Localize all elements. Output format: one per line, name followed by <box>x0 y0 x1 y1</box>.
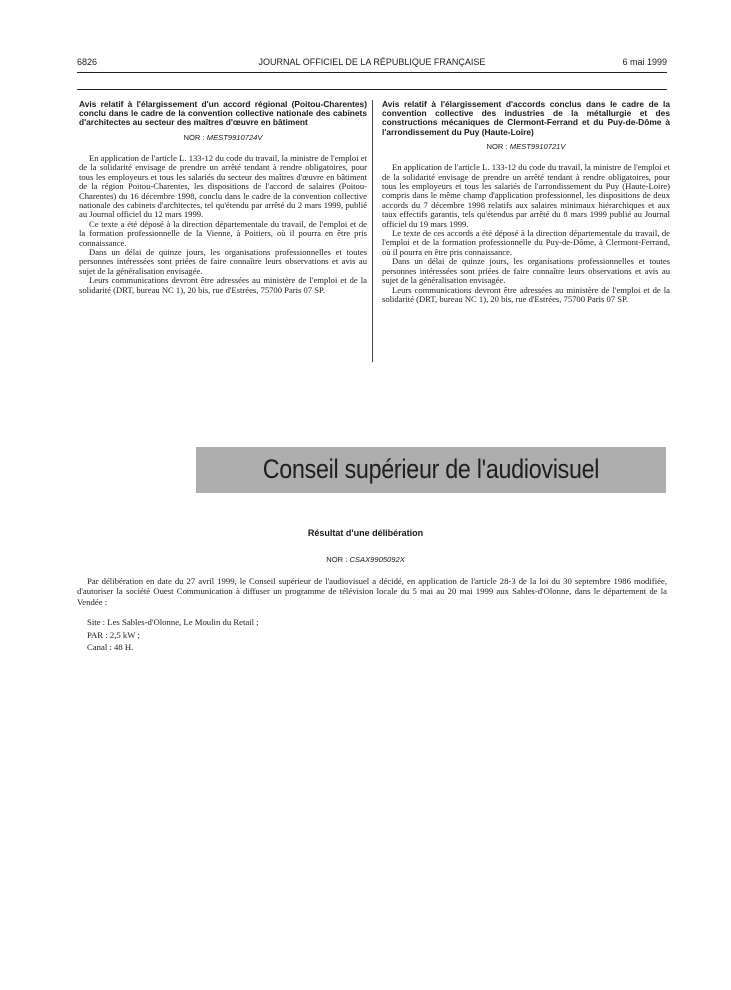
section-banner <box>196 447 666 493</box>
nor-reference <box>79 133 367 142</box>
article-paragraph: En application de l'article L. 133-12 du code du travail, la ministre de l'emploi et de la solidarité envisage de prendre un arrêté tendant à rendre obligatoires, pour tous les employeurs et tous les salariés du secteur des maîtres d'œuvre en bâtiment de la région Poitou-Charentes, les dispositions de l'accord de salaires (Poitou-Charentes) du 16 décembre 1998, conclu dans le cadre de la convention collective nationale des cabinets d'architectes, tel qu'étendu par arrêté du 2 mars 1999, publié au Journal officiel du 12 mars 1999. <box>79 153 367 220</box>
detail-channel: Canal : 48 H. <box>87 642 134 653</box>
nor-label: NOR : <box>486 141 508 151</box>
article-paragraph: En application de l'article L. 133-12 du code du travail, la ministre de l'emploi et de la solidarité envisage de prendre un arrêté tendant à rendre obligatoires, pour tous les employeurs et tous les salariés de l'arrondissement du Puy (Haute-Loire) compris dans le même champ d'application professionnel, les dispositions de deux accords du 7 décembre 1998 relatifs aux salaires minimaux hiérarchiques et aux taux effectifs garantis, tels qu'étendus par arrêté du 8 mars 1999 publié au Journal officiel du 19 mars 1999. <box>382 162 670 229</box>
article-left <box>79 100 367 295</box>
detail-site: Site : Les Sables-d'Olonne, Le Moulin du Retail ; <box>87 617 259 627</box>
deliberation-details <box>87 616 487 654</box>
section-banner-title: Conseil supérieur de l'audiovisuel <box>262 454 600 484</box>
deliberation-paragraph: Par délibération en date du 27 avril 1999, le Conseil supérieur de l'audiovisuel a décidé, en application de l'article 28-3 de la loi du 30 septembre 1986 modifiée, d'autoriser la société Ouest Communication à diffuser un programme de télévision locale du 5 mai au 20 mai 1999 aux Sables-d'Olonne, dans le département de la Vendée : <box>77 576 667 607</box>
journal-title: JOURNAL OFFICIEL DE LA RÉPUBLIQUE FRANÇAISE <box>258 57 486 67</box>
article-paragraph: Leurs communications devront être adressées au ministère de l'emploi et de la solidarité (DRT, bureau NC 1), 20 bis, rue d'Estrées, 75700 Paris 07 SP. <box>382 284 670 304</box>
article-paragraph: Le texte de ces accords a été déposé à la direction départementale du travail, de l'emploi et de la formation professionnelle du Puy-de-Dôme, à Clermont-Ferrand, où il pourra en être pris connaissance. <box>382 228 670 257</box>
article-paragraph: Leurs communications devront être adressées au ministère de l'emploi et de la solidarité (DRT, bureau NC 1), 20 bis, rue d'Estrées, 75700 Paris 07 SP. <box>79 275 367 295</box>
running-head <box>77 57 667 71</box>
header-rule-lower <box>77 89 667 90</box>
nor-code: MEST9910724V <box>206 132 263 142</box>
article-paragraph: Ce texte a été déposé à la direction départementale du travail, de l'emploi et de la formation professionnelle de la Vienne, à Poitiers, où il pourra en être pris connaissance. <box>79 218 367 248</box>
header-rule <box>77 72 667 73</box>
nor-reference <box>382 142 670 151</box>
article-title: Avis relatif à l'élargissement d'un accord régional (Poitou-Charentes) conclu dans le cadre de la convention collective nationale des cabinets d'architectes au secteur des maîtres d'œuvre en bâtiment <box>79 99 367 128</box>
nor-reference <box>0 555 731 564</box>
page-number: 6826 <box>77 57 98 67</box>
deliberation-body <box>77 576 667 607</box>
column-divider <box>372 100 373 362</box>
nor-code: MEST9910721V <box>509 141 566 151</box>
nor-code: CSAX9905092X <box>349 555 405 564</box>
detail-par: PAR : 2,5 kW ; <box>87 629 140 640</box>
article-paragraph: Dans un délai de quinze jours, les organisations professionnelles et toutes personnes intéressées sont priées de faire connaître leurs observations et avis au sujet de la généralisation envisagée. <box>382 256 670 286</box>
nor-label: NOR : <box>183 132 205 142</box>
article-title: Avis relatif à l'élargissement d'accords conclus dans le cadre de la convention collective des industries de la métallurgie et des constructions mécaniques de Clermont-Ferrand et du Puy-de-Dôme à l'arrondissement du Puy (Haute-Loire) <box>382 99 670 137</box>
issue-date: 6 mai 1999 <box>622 57 667 67</box>
article-paragraph: Dans un délai de quinze jours, les organisations professionnelles et toutes personnes intéressées sont priées de faire connaître leurs observations et avis au sujet de la généralisation envisagée. <box>79 247 367 276</box>
article-right <box>382 100 670 304</box>
deliberation-title: Résultat d'une délibération <box>307 528 424 538</box>
nor-label: NOR : <box>326 555 348 564</box>
